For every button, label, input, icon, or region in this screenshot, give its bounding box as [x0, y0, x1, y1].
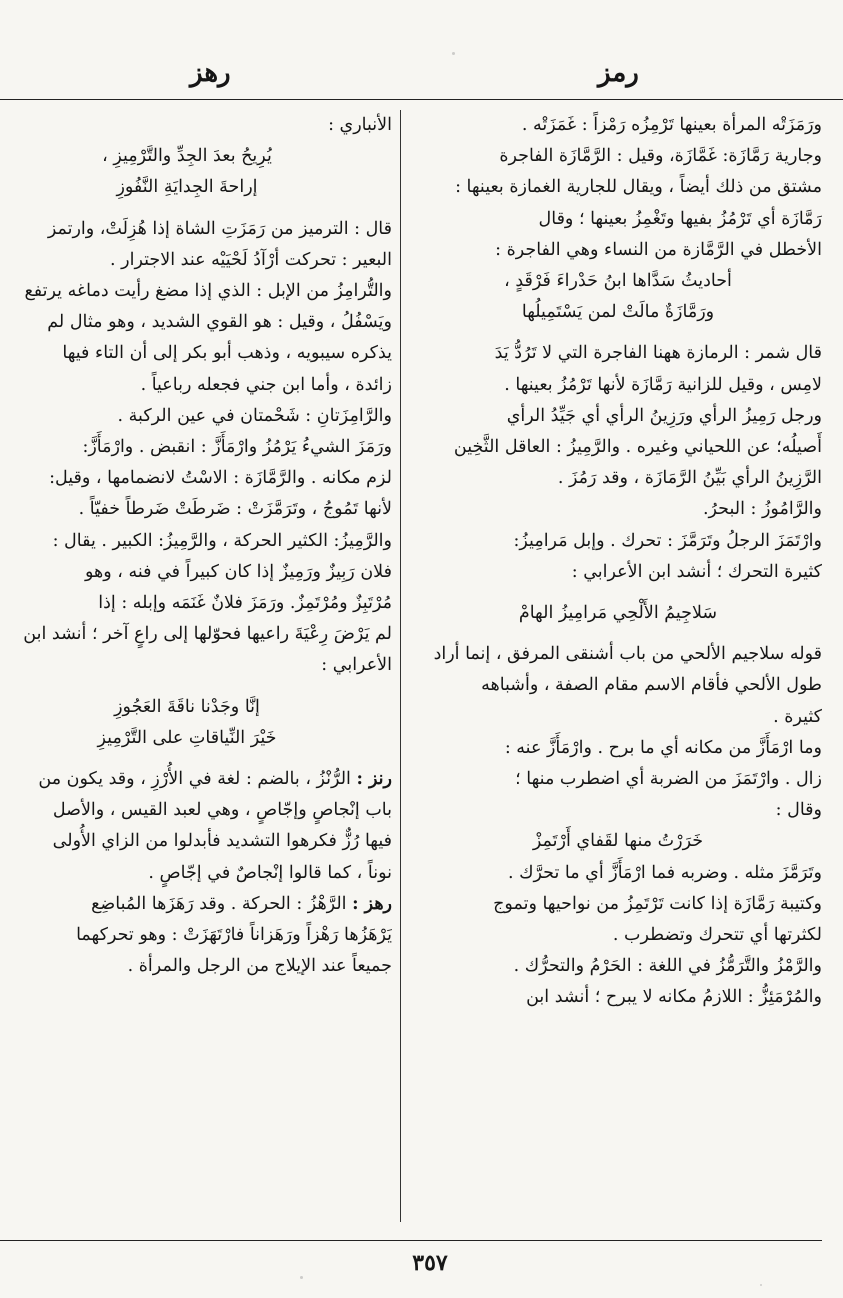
- left-text-line: [0, 557, 392, 588]
- right-verse-line: [414, 826, 822, 857]
- right-text-line: [414, 889, 822, 920]
- left-text-line: [0, 826, 392, 857]
- spacer: [0, 204, 392, 214]
- line-text: الأخطل في الرَّمَّازة من النساء وهي الفاجرة :: [495, 239, 822, 260]
- line-text: مُرْتَبِزٌ ومُرْتَمِزٌ. ورَمَزَ فلانٌ غَنَمَه وإبله : إذا: [98, 593, 392, 614]
- line-text: ويَسْفُلُ ، وقيل : هو القوي الشديد ، وهو مثال لم: [47, 312, 392, 333]
- left-text-line: [0, 619, 392, 650]
- line-text: أحاديثُ سَدَّاها ابنُ حَدْراءَ فَرْقَدٍ ،: [504, 271, 732, 292]
- line-text: لم يَرْضَ رِعْيَةَ راعيها فحوّلها إلى راعٍ آخر ؛ أنشد ابن: [23, 624, 392, 645]
- spacer: [414, 629, 822, 639]
- line-text: يذكره سيبويه ، وذهب أبو بكر إلى أن التاء فيها: [62, 343, 392, 364]
- line-text: كثيرة التحرك ؛ أنشد ابن الأعرابي :: [571, 561, 822, 582]
- paper-speck: [760, 1284, 762, 1286]
- right-text-line: [414, 795, 822, 826]
- left-text-line: [0, 276, 392, 307]
- line-text: لكثرتها أي تتحرك وتضطرب .: [612, 925, 822, 946]
- spacer: [414, 328, 822, 338]
- line-text: الرُّنْزُ ، بالضم : لغة في الأُرْزِ ، وقد يكون من: [38, 769, 357, 790]
- column-divider: [400, 110, 401, 1222]
- line-text: مشتق من ذلك أيضاً ، ويقال للجارية الغمازة بعينها :: [455, 177, 822, 198]
- right-column: [414, 110, 822, 1230]
- right-verse-line: [414, 598, 822, 629]
- line-text: قال شمر : الرمازة ههنا الفاجرة التي لا تَرُدُّ يَدَ: [494, 343, 822, 364]
- line-text: الرَّهْزُ : الحركة . وقد رَهَزَها المُباضِع: [91, 893, 353, 914]
- line-text: والتُّرامِزُ من الإبل : الذي إذا مضغ رأيت دماغه يرتفع: [24, 281, 392, 302]
- right-text-line: [414, 370, 822, 401]
- line-text: فيها رُزٌّ فكرهوا التشديد فأبدلوا من الزاي الأُولى: [52, 831, 392, 852]
- right-text-line: [414, 858, 822, 889]
- line-text: خَرَرْتُ منها لقَفاي أَرْتَمِزْ: [532, 831, 704, 852]
- left-text-line: [0, 214, 392, 245]
- line-text: إنَّا وجَدْنا ناقَةَ العَجُوزِ: [114, 696, 260, 717]
- entry-headword: رنز :: [356, 769, 392, 790]
- line-text: وقال :: [775, 800, 822, 821]
- page-number: ٣٥٧: [412, 1250, 448, 1276]
- right-text-line: [414, 110, 822, 141]
- footer-rule: [0, 1240, 822, 1241]
- line-text: والمُرْمَئِزُّ : اللازمُ مكانه لا يبرح ؛ أنشد ابن: [526, 987, 822, 1008]
- left-verse-line: [0, 172, 392, 203]
- header-rule: [0, 99, 843, 100]
- header-word-right: رمز: [598, 58, 639, 88]
- line-text: لزم مكانه . والرَّمَّازَة : الاسْتُ لانضمامها ، وقيل:: [49, 468, 392, 489]
- line-text: نوناً ، كما قالوا إنْجاصٌ في إجّاصٍ .: [148, 862, 392, 883]
- line-text: زال . وارْتَمَزَ من الضربة أي اضطرب منها ؛: [515, 769, 822, 790]
- line-text: وارْتَمَزَ الرجلُ وتَرَمَّزَ : تحرك . وإبل مَرامِيزُ:: [513, 530, 822, 551]
- right-text-line: [414, 463, 822, 494]
- right-text-line: [414, 764, 822, 795]
- line-text: وما ارْمَأَزَّ من مكانه أي ما برح . وارْمَأَزَّ عنه :: [504, 737, 822, 758]
- right-verse-line: [414, 297, 822, 328]
- left-text-line: [0, 110, 392, 141]
- right-text-line: [414, 204, 822, 235]
- left-text-line: [0, 432, 392, 463]
- paper-speck: [300, 1276, 303, 1279]
- right-text-line: [414, 494, 822, 525]
- left-column: [0, 110, 392, 1230]
- left-text-line: [0, 245, 392, 276]
- right-text-line: [414, 338, 822, 369]
- left-text-line: [0, 401, 392, 432]
- line-text: الأنباري :: [328, 115, 392, 135]
- right-text-line: [414, 639, 822, 670]
- right-text-line: [414, 172, 822, 203]
- right-text-line: [414, 401, 822, 432]
- right-text-line: [414, 526, 822, 557]
- left-text-line: [0, 889, 392, 920]
- paper-speck: [452, 52, 455, 55]
- left-text-line: [0, 338, 392, 369]
- line-text: قوله سلاجيم الألحي من باب أشنقى المرفق ، إنما أراد: [433, 644, 822, 665]
- spacer: [414, 588, 822, 598]
- left-text-line: [0, 370, 392, 401]
- left-text-line: [0, 858, 392, 889]
- line-text: جميعاً عند الإيلاج من الرجل والمرأة .: [127, 956, 392, 977]
- left-text-line: [0, 920, 392, 951]
- right-text-line: [414, 670, 822, 701]
- left-text-line: [0, 951, 392, 982]
- line-text: طول الألحي فأقام الاسم مقام الصفة ، وأشباهه: [481, 675, 822, 696]
- line-text: ورَمَزَتْه المرأة بعينها تَرْمِزُه رَمْزاً : غَمَزَتْه .: [521, 115, 822, 135]
- left-verse-line: [0, 723, 392, 754]
- line-text: قال : الترميز من رَمَزَتِ الشاة إذا هُزِلَتْ، وارتمز: [47, 218, 392, 239]
- header-word-left: رهز: [190, 58, 231, 88]
- line-text: والرَّامِزَتانِ : شَحْمتان في عين الركبة .: [117, 405, 392, 426]
- left-text-line: [0, 526, 392, 557]
- line-text: يَرْهَزُها رَهْزاً ورَهَزاناً فارْتَهَزَتْ : وهو تحركهما: [76, 925, 392, 946]
- line-text: إراحةَ الجِدايَةِ النَّفُوزِ: [116, 177, 258, 198]
- line-text: يُرِيحُ بعدَ الجِدِّ والتَّرْمِيزِ ،: [102, 146, 272, 167]
- left-verse-line: [0, 692, 392, 723]
- line-text: وتَرَمَّزَ مثله . وضربه فما ارْمَأَزَّ أي ما تحرَّك .: [507, 862, 822, 883]
- line-text: لامِس ، وقيل للزانية رَمَّازَة لأنها تَرْمُزُ بعينها .: [504, 374, 822, 395]
- line-text: البعير : تحركت أرْآدُ لَحْيَيْه عند الاجترار .: [110, 249, 392, 270]
- left-text-line: [0, 795, 392, 826]
- right-text-line: [414, 920, 822, 951]
- right-text-line: [414, 702, 822, 733]
- entry-headword: رهز :: [352, 893, 392, 914]
- line-text: فلان رَبِيزٌ ورَمِيزٌ إذا كان كبيراً في فنه ، وهو: [85, 561, 392, 582]
- spacer: [0, 754, 392, 764]
- line-text: ورَمَزَ الشيءُ يَرْمُزُ وارْمَأَزَّ : انقبض . وارْمَأَزَّ:: [82, 437, 392, 458]
- left-text-line: [0, 494, 392, 525]
- right-text-line: [414, 432, 822, 463]
- right-text-line: [414, 235, 822, 266]
- left-text-line: [0, 764, 392, 795]
- line-text: والرَّمْزُ والتَّرَمُّزُ في اللغة : الحَرْمُ والتحرُّك .: [513, 956, 822, 977]
- line-text: خَيْرَ النِّياقاتِ على التَّرْمِيزِ: [97, 727, 277, 748]
- line-text: ورَمَّازَةٌ مالَتْ لمن يَسْتَمِيلُها: [521, 302, 715, 323]
- left-text-line: [0, 307, 392, 338]
- line-text: لأنها تَمُوجُ ، وتَرَمَّزَتْ : ضَرطَتْ ضَرطاً خفيّاً .: [78, 499, 392, 520]
- right-text-line: [414, 951, 822, 982]
- right-text-line: [414, 557, 822, 588]
- line-text: وجارية رَمَّازَة: غَمَّازَة، وقيل : الرَّمَّازَة الفاجرة: [499, 146, 822, 167]
- left-text-line: [0, 463, 392, 494]
- spacer: [0, 682, 392, 692]
- line-text: زائدة ، وأما ابن جني فجعله رباعياً .: [140, 374, 392, 395]
- line-text: باب إنْجاصٍ وإجّاصٍ ، وهي لعبد القيس ، والأصل: [52, 800, 392, 821]
- line-text: سَلاجِيمُ الأَلْحِي مَرامِيزُ الهامْ: [518, 603, 718, 624]
- line-text: والرَّامُوزُ : البحرُ.: [702, 499, 822, 520]
- left-text-line: [0, 650, 392, 681]
- right-verse-line: [414, 266, 822, 297]
- line-text: وكتيبة رَمَّازَة إذا كانت تَرْتَمِزُ من نواحيها وتموج: [493, 893, 822, 914]
- line-text: رَمَّازَة أي تَرْمُزُ بفيها وتَغْمِزُ بعينها ؛ وقال: [538, 208, 822, 229]
- right-text-line: [414, 733, 822, 764]
- line-text: الأعرابي :: [321, 655, 392, 676]
- line-text: أَصيلُه؛ عن اللحياني وغيره . والرَّمِيزُ : العاقل الثَّخِين: [453, 437, 822, 458]
- line-text: والرَّمِيزُ: الكثير الحركة ، والرَّمِيزُ: الكبير . يقال :: [52, 530, 392, 551]
- line-text: الرَّزِينُ الرأي بَيِّنُ الرَّمَازَة ، وقد رَمُزَ .: [557, 468, 822, 489]
- line-text: ورجل رَمِيزُ الرأي ورَزِينُ الرأي أي جَيِّدُ الرأي: [506, 405, 822, 426]
- left-text-line: [0, 588, 392, 619]
- right-text-line: [414, 141, 822, 172]
- right-text-line: [414, 982, 822, 1013]
- left-verse-line: [0, 141, 392, 172]
- line-text: كثيرة .: [773, 706, 822, 727]
